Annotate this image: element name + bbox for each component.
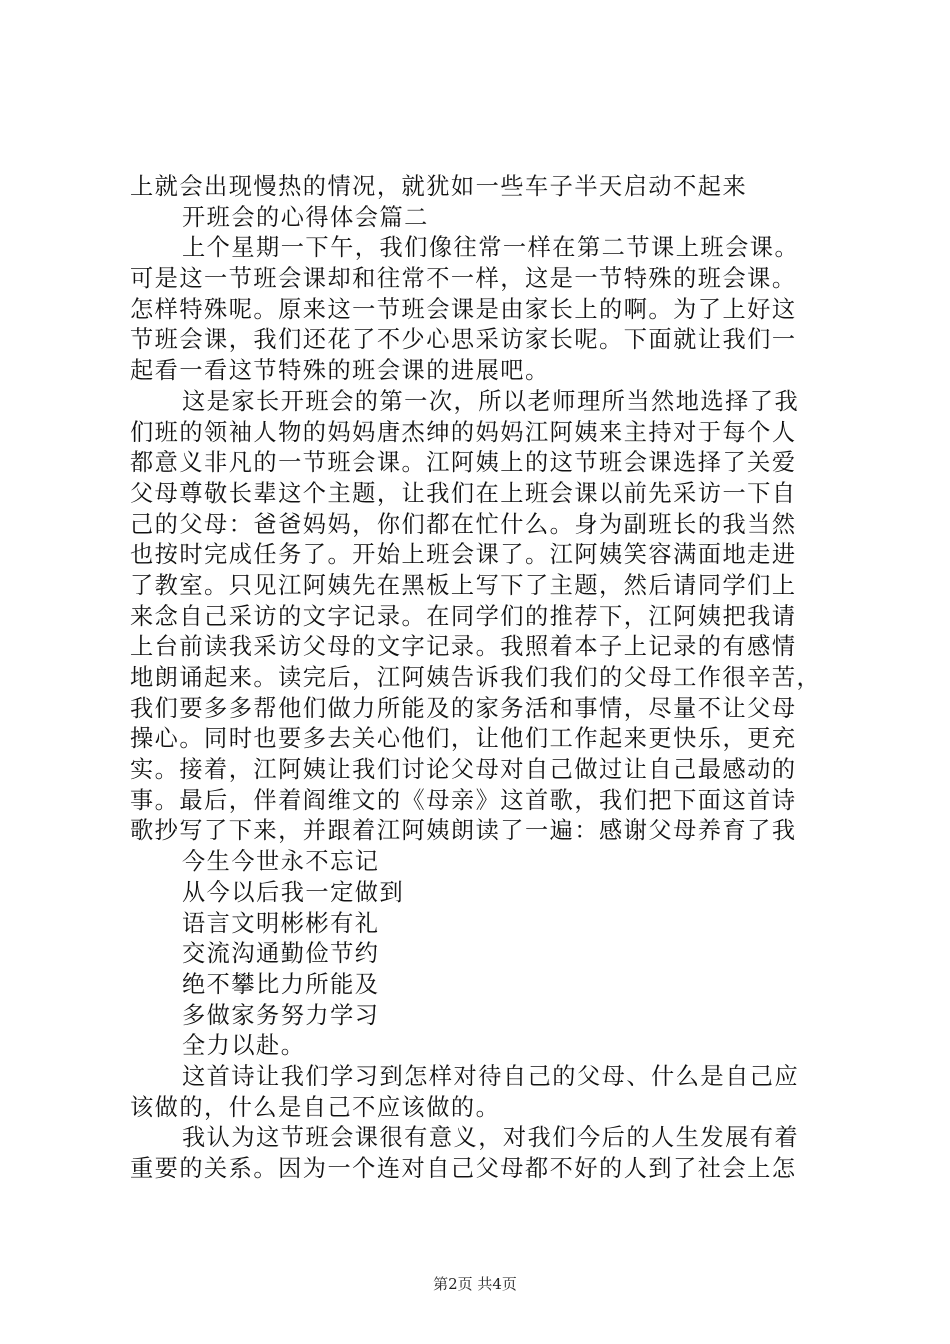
page-footer <box>0 1274 950 1294</box>
text-line: 这是家长开班会的第一次，所以老师理所当然地选择了我 <box>182 387 800 415</box>
text-line: 该做的，什么是自己不应该做的。 <box>130 1093 501 1121</box>
text-line: 我们要多多帮他们做力所能及的家务活和事情，尽量不让父母 <box>130 694 797 722</box>
text-line: 地朗诵起来。读完后，江阿姨告诉我们我们的父母工作很辛苦， <box>130 664 822 691</box>
text-line: 怎样特殊呢。原来这一节班会课是由家长上的啊。为了上好这 <box>130 295 797 323</box>
text-line: 起看一看这节特殊的班会课的进展吧。 <box>130 357 550 385</box>
document-body <box>130 172 830 1185</box>
text-line: 父母尊敬长辈这个主题，让我们在上班会课以前先采访一下自 <box>130 479 797 507</box>
text-line: 上个星期一下午，我们像往常一样在第二节课上班会课。 <box>182 234 800 262</box>
text-line: 来念自己采访的文字记录。在同学们的推荐下，江阿姨把我请 <box>130 602 797 630</box>
text-line: 重要的关系。因为一个连对自己父母都不好的人到了社会上怎 <box>130 1155 797 1182</box>
text-line: 可是这一节班会课却和往常不一样，这是一节特殊的班会课。 <box>130 265 797 293</box>
poem-line: 今生今世永不忘记 <box>182 848 380 876</box>
text-line: 操心。同时也要多去关心他们，让他们工作起来更快乐，更充 <box>130 725 797 753</box>
text-line: 也按时完成任务了。开始上班会课了。江阿姨笑容满面地走进 <box>130 541 797 569</box>
text-line: 都意义非凡的一节班会课。江阿姨上的这节班会课选择了关爱 <box>130 449 797 477</box>
section-heading: 开班会的心得体会篇二 <box>182 203 429 231</box>
text-line: 我认为这节班会课很有意义，对我们今后的人生发展有着 <box>182 1124 800 1152</box>
text-line: 了教室。只见江阿姨先在黑板上写下了主题，然后请同学们上 <box>130 571 797 599</box>
poem-line: 多做家务努力学习 <box>182 1001 380 1029</box>
poem-line: 绝不攀比力所能及 <box>182 970 380 998</box>
text-line: 节班会课，我们还花了不少心思采访家长呢。下面就让我们一 <box>130 326 797 354</box>
page-number-label: 第2页 共4页 <box>433 1275 517 1293</box>
text-line: 事。最后，伴着阎维文的《母亲》这首歌，我们把下面这首诗 <box>130 786 797 814</box>
text-line: 们班的领袖人物的妈妈唐杰绅的妈妈江阿姨来主持对于每个人 <box>130 418 797 446</box>
text-line: 实。接着，江阿姨让我们讨论父母对自己做过让自己最感动的 <box>130 756 797 784</box>
text-line: 歌抄写了下来，并跟着江阿姨朗读了一遍：感谢父母养育了我 <box>130 817 797 845</box>
text-line: 上就会出现慢热的情况，就犹如一些车子半天启动不起来 <box>130 173 748 200</box>
text-line: 这首诗让我们学习到怎样对待自己的父母、什么是自己应 <box>182 1062 800 1090</box>
poem-line: 从今以后我一定做到 <box>182 878 405 906</box>
poem-line: 语言文明彬彬有礼 <box>182 909 380 937</box>
text-line: 上台前读我采访父母的文字记录。我照着本子上记录的有感情 <box>130 633 797 661</box>
poem-line: 全力以赴。 <box>182 1032 306 1060</box>
text-line: 己的父母：爸爸妈妈，你们都在忙什么。身为副班长的我当然 <box>130 510 797 538</box>
poem-line: 交流沟通勤俭节约 <box>182 940 380 968</box>
